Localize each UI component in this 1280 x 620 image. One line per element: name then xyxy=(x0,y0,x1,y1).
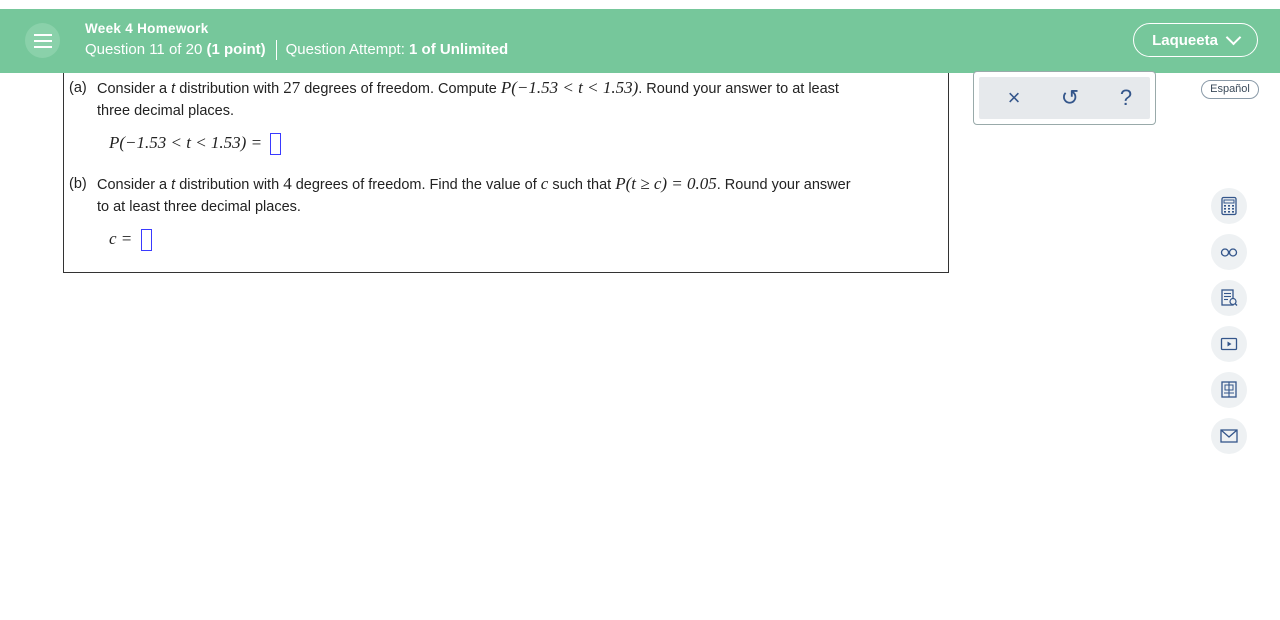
book-icon xyxy=(1219,380,1239,400)
part-a-text: three decimal places. xyxy=(97,103,235,119)
language-toggle-button[interactable]: Español xyxy=(1201,80,1259,99)
help-icon: ? xyxy=(1119,85,1133,110)
part-b-text: . Round your answer xyxy=(716,177,851,193)
user-name: Laqueeta xyxy=(1152,31,1218,49)
data-tools-button[interactable] xyxy=(1211,280,1247,316)
part-b xyxy=(69,173,947,223)
glasses-button[interactable] xyxy=(1211,234,1247,270)
attempt-label: Question Attempt: xyxy=(285,40,405,58)
part-b-text: Consider a xyxy=(97,177,168,193)
answer-b-lhs: c = xyxy=(109,229,133,248)
menu-icon xyxy=(34,34,52,36)
document-search-icon xyxy=(1219,288,1239,308)
chevron-down-icon xyxy=(1226,30,1242,46)
part-b-answer-row xyxy=(109,229,152,251)
answer-a-lhs: P(−1.53 < t < 1.53) = xyxy=(109,133,263,152)
calculator-icon xyxy=(1219,196,1239,216)
assignment-title: Week 4 Homework xyxy=(85,21,209,36)
part-a-answer-row xyxy=(109,133,281,155)
user-menu-button[interactable] xyxy=(1133,23,1258,57)
mail-icon xyxy=(1219,426,1239,446)
degrees-of-freedom: 4 xyxy=(283,174,292,193)
answer-b-input[interactable] xyxy=(141,229,152,251)
part-b-text: distribution with xyxy=(179,177,280,193)
answer-a-input[interactable] xyxy=(270,133,281,155)
close-icon: × xyxy=(1007,85,1021,110)
part-a-text: . Round your answer to at least xyxy=(638,81,839,97)
probability-expression: P(−1.53 < t < 1.53) xyxy=(500,78,639,97)
part-b-text: such that xyxy=(552,177,612,193)
part-a-label: (a) xyxy=(69,80,87,96)
degrees-of-freedom: 27 xyxy=(283,78,301,97)
undo-icon: ↺ xyxy=(1060,85,1080,110)
divider xyxy=(276,40,277,60)
attempt-value: 1 of Unlimited xyxy=(409,40,509,58)
part-b-text: degrees of freedom. Find the value of xyxy=(295,177,537,193)
question-info xyxy=(85,40,508,60)
variable-t: t xyxy=(171,177,176,193)
glasses-icon xyxy=(1219,242,1239,262)
question-box xyxy=(63,73,949,273)
top-strip xyxy=(0,0,1280,9)
answer-tools-panel xyxy=(973,71,1156,125)
variable-c: c xyxy=(540,174,549,193)
clear-button[interactable] xyxy=(1001,85,1027,111)
tools-background xyxy=(979,77,1150,119)
menu-button[interactable] xyxy=(25,23,60,58)
ebook-button[interactable] xyxy=(1211,372,1247,408)
question-number: Question 11 of 20 xyxy=(85,40,203,58)
header-bar xyxy=(0,9,1280,73)
help-button[interactable] xyxy=(1113,85,1139,111)
part-a xyxy=(69,77,939,127)
question-points: (1 point) xyxy=(206,40,266,58)
message-button[interactable] xyxy=(1211,418,1247,454)
part-b-label: (b) xyxy=(69,176,87,192)
video-icon xyxy=(1219,334,1239,354)
video-button[interactable] xyxy=(1211,326,1247,362)
undo-button[interactable] xyxy=(1057,85,1083,111)
calculator-button[interactable] xyxy=(1211,188,1247,224)
part-a-text: degrees of freedom. Compute xyxy=(304,81,497,97)
variable-t: t xyxy=(171,81,176,97)
part-a-text: distribution with xyxy=(179,81,280,97)
part-a-text: Consider a xyxy=(97,81,168,97)
probability-expression: P(t ≥ c) = 0.05 xyxy=(615,174,717,193)
part-b-text: to at least three decimal places. xyxy=(97,199,301,215)
